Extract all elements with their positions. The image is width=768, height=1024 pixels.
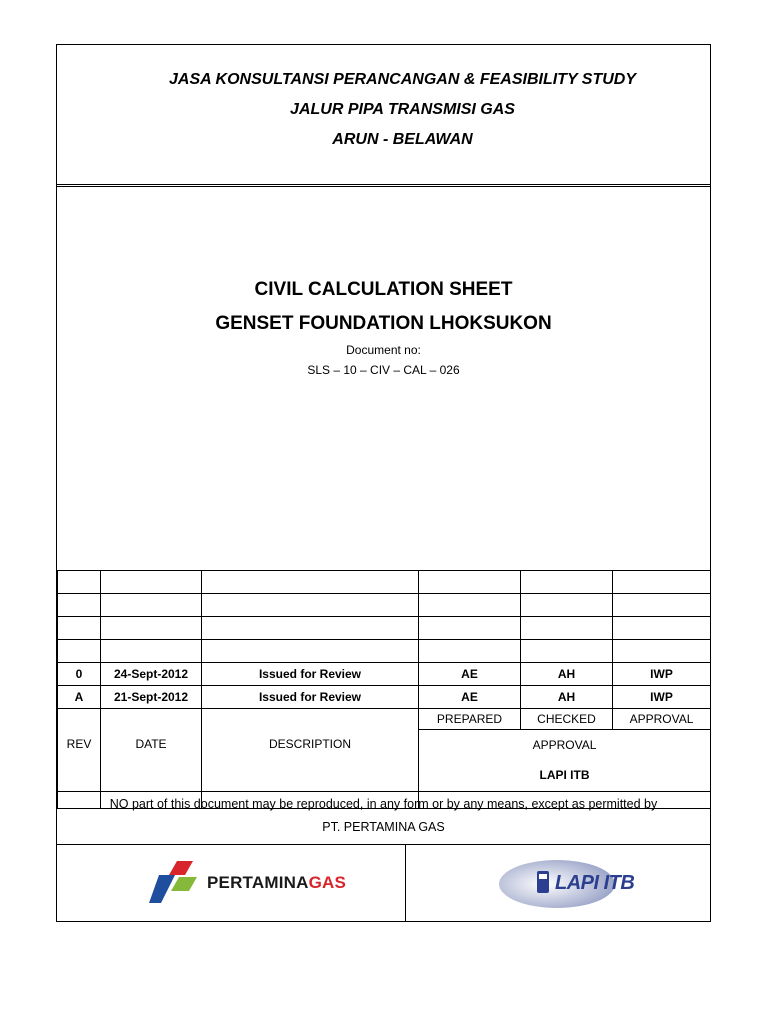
rev-header: REV bbox=[58, 709, 101, 809]
document-title-block bbox=[57, 187, 710, 570]
revision-table bbox=[57, 570, 711, 809]
approval-cell: IWP bbox=[613, 686, 711, 709]
pertamina-gas-logo bbox=[149, 861, 369, 903]
project-title-line1: JASA KONSULTANSI PERANCANGAN & FEASIBILITY STUDY bbox=[169, 71, 636, 88]
table-row bbox=[58, 617, 711, 640]
checked-cell: AH bbox=[521, 663, 613, 686]
description-cell: Issued for Review bbox=[202, 663, 419, 686]
notice-line2: PT. PERTAMINA GAS bbox=[322, 820, 445, 834]
rev-cell: A bbox=[58, 686, 101, 709]
table-row bbox=[58, 686, 711, 709]
document-title: CIVIL CALCULATION SHEET bbox=[254, 279, 513, 300]
table-row bbox=[58, 640, 711, 663]
checked-cell: AH bbox=[521, 686, 613, 709]
table-row bbox=[58, 571, 711, 594]
prepared-cell: AE bbox=[419, 663, 521, 686]
notice-line1: NO part of this document may be reproduced, in any form or by any means, except as permitted by bbox=[109, 797, 658, 811]
description-header: DESCRIPTION bbox=[202, 709, 419, 809]
document-subtitle: GENSET FOUNDATION LHOKSUKON bbox=[215, 313, 552, 334]
checked-header: CHECKED bbox=[521, 709, 613, 730]
date-header: DATE bbox=[101, 709, 202, 809]
approval-cell: IWP bbox=[613, 663, 711, 686]
rev-cell: 0 bbox=[58, 663, 101, 686]
project-title-line2: JALUR PIPA TRANSMISI GAS bbox=[290, 101, 515, 118]
prepared-cell: AE bbox=[419, 686, 521, 709]
document-sheet bbox=[56, 44, 711, 922]
logo-divider bbox=[405, 845, 406, 921]
prepared-header: PREPARED bbox=[419, 709, 521, 730]
description-cell: Issued for Review bbox=[202, 686, 419, 709]
logo-footer bbox=[57, 844, 710, 921]
document-number: SLS – 10 – CIV – CAL – 026 bbox=[307, 363, 460, 377]
date-cell: 24-Sept-2012 bbox=[101, 663, 202, 686]
approval-group-label: APPROVAL bbox=[532, 738, 597, 752]
lapi-itb-wordmark: LAPI ITB bbox=[555, 872, 635, 894]
table-row bbox=[58, 663, 711, 686]
lapi-itb-logo bbox=[499, 859, 659, 909]
pertamina-gas-wordmark: PERTAMINAGAS bbox=[207, 873, 347, 892]
copyright-notice bbox=[57, 791, 710, 844]
document-number-label: Document no: bbox=[346, 343, 421, 357]
date-cell: 21-Sept-2012 bbox=[101, 686, 202, 709]
table-header-row bbox=[58, 709, 711, 730]
approval-header: APPROVAL bbox=[613, 709, 711, 730]
project-header bbox=[57, 45, 710, 185]
project-title-line3: ARUN - BELAWAN bbox=[332, 131, 473, 148]
pertamina-emblem-icon bbox=[149, 861, 199, 903]
table-row bbox=[58, 594, 711, 617]
approver-name: LAPI ITB bbox=[539, 768, 590, 782]
